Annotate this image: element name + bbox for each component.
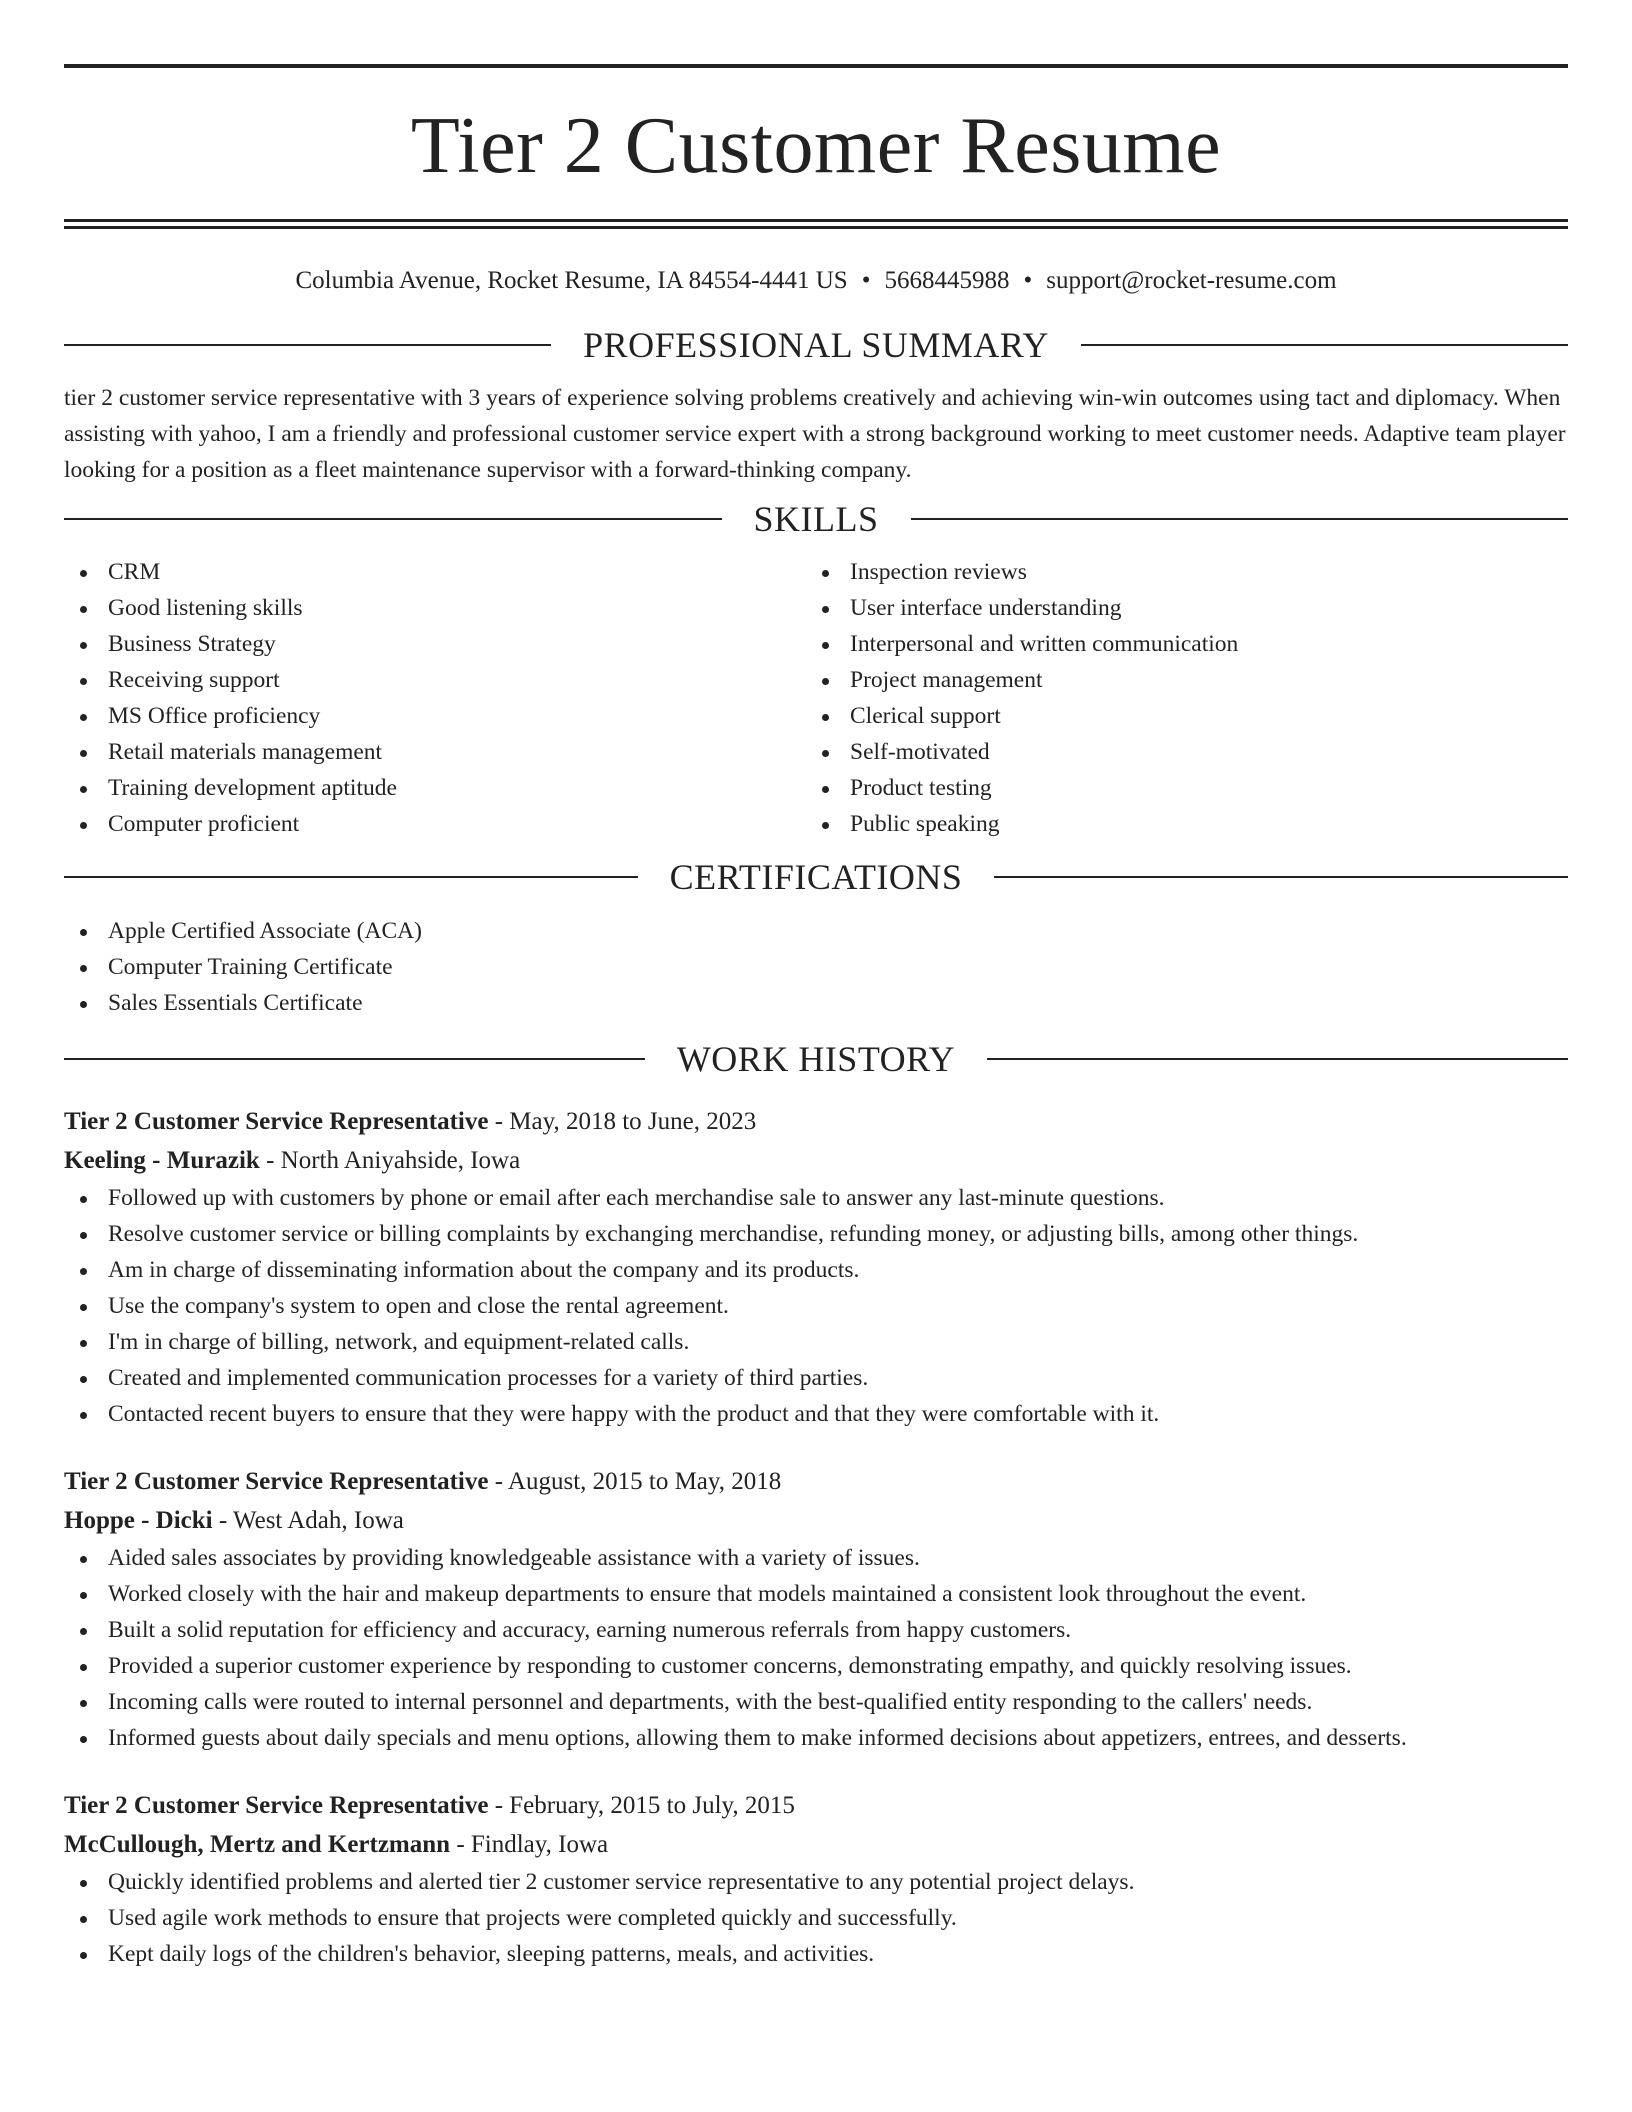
skill-item: Self-motivated xyxy=(806,734,1568,770)
dash: - xyxy=(488,1468,508,1495)
contact-address: Columbia Avenue, Rocket Resume, IA 84554-4441 US xyxy=(295,267,848,294)
skills-list-left xyxy=(64,554,806,842)
job-title: Tier 2 Customer Service Representative xyxy=(64,1792,489,1819)
certification-item: Sales Essentials Certificate xyxy=(64,985,1568,1021)
job-bullet: Provided a superior customer experience by responding to customer concerns, demonstrating empathy, and quickly resolving issues. xyxy=(64,1648,1568,1684)
job-entry xyxy=(64,1786,1568,1972)
heading-rule xyxy=(1081,344,1568,346)
heading-rule xyxy=(64,518,722,520)
job-bullets xyxy=(64,1540,1568,1756)
job-bullet: Resolve customer service or billing complaints by exchanging merchandise, refunding money, or adjusting bills, among other things. xyxy=(64,1216,1568,1252)
job-dates: February, 2015 to July, 2015 xyxy=(509,1792,795,1819)
job-company-line xyxy=(64,1141,1568,1180)
job-dates: May, 2018 to June, 2023 xyxy=(509,1108,757,1135)
contact-separator: • xyxy=(1023,267,1033,294)
job-bullet: Worked closely with the hair and makeup departments to ensure that models maintained a consistent look throughout the event. xyxy=(64,1576,1568,1612)
job-title: Tier 2 Customer Service Representative xyxy=(64,1108,489,1135)
job-title: Tier 2 Customer Service Representative xyxy=(64,1468,489,1495)
summary-heading xyxy=(64,325,1568,365)
skill-item: Project management xyxy=(806,662,1568,698)
dash: - xyxy=(488,1792,510,1819)
heading-rule xyxy=(64,1058,645,1060)
job-title-line xyxy=(64,1462,1568,1501)
summary-text: tier 2 customer service representative with 3 years of experience solving problems creatively and achieving win-win outcomes using tact and diplomacy. When assisting with yahoo, I am a friendly and professional customer service expert with a strong background working to meet customer needs. Adaptive team player looking for a position as a fleet maintenance supervisor with a forward-thinking company. xyxy=(64,385,1566,483)
heading-rule xyxy=(911,518,1569,520)
job-company: McCullough, Mertz and Kertzmann xyxy=(64,1831,451,1858)
skill-item: Receiving support xyxy=(64,662,806,698)
dash: - xyxy=(212,1507,233,1534)
job-bullets xyxy=(64,1180,1568,1432)
job-bullets xyxy=(64,1864,1568,1972)
job-title-line xyxy=(64,1102,1568,1141)
skills-heading xyxy=(64,499,1568,539)
certifications-heading-label: CERTIFICATIONS xyxy=(669,857,963,897)
job-bullet: Built a solid reputation for efficiency and accuracy, earning numerous referrals from happy customers. xyxy=(64,1612,1568,1648)
resume-title: Tier 2 Customer Resume xyxy=(410,102,1222,190)
skills-list-right xyxy=(806,554,1568,842)
skill-item: Retail materials management xyxy=(64,734,806,770)
skill-item: Public speaking xyxy=(806,806,1568,842)
skill-item: Inspection reviews xyxy=(806,554,1568,590)
job-dates: August, 2015 to May, 2018 xyxy=(507,1468,782,1495)
skill-item: Training development aptitude xyxy=(64,770,806,806)
job-location: West Adah, Iowa xyxy=(233,1507,404,1534)
contact-email: support@rocket-resume.com xyxy=(1046,267,1337,294)
contact-separator: • xyxy=(861,267,871,294)
dash: - xyxy=(259,1147,281,1174)
skill-item: Good listening skills xyxy=(64,590,806,626)
skill-item: Business Strategy xyxy=(64,626,806,662)
title-double-rule xyxy=(64,219,1568,229)
contact-phone: 5668445988 xyxy=(884,267,1010,294)
skills-heading-label: SKILLS xyxy=(753,499,879,539)
job-bullet: Am in charge of disseminating information about the company and its products. xyxy=(64,1252,1568,1288)
job-company-line xyxy=(64,1501,1568,1540)
job-company: Keeling - Murazik xyxy=(64,1147,260,1174)
dash: - xyxy=(488,1108,510,1135)
job-bullet: Informed guests about daily specials and menu options, allowing them to make informed decisions about appetizers, entrees, and desserts. xyxy=(64,1720,1568,1756)
job-bullet: Contacted recent buyers to ensure that they were happy with the product and that they were comfortable with it. xyxy=(64,1396,1568,1432)
work-history-heading xyxy=(64,1039,1568,1079)
top-rule xyxy=(64,64,1568,68)
contact-line xyxy=(64,266,1568,296)
certification-item: Computer Training Certificate xyxy=(64,949,1568,985)
dash: - xyxy=(450,1831,471,1858)
job-entry xyxy=(64,1102,1568,1432)
summary-heading-label: PROFESSIONAL SUMMARY xyxy=(583,325,1049,365)
job-company-line xyxy=(64,1825,1568,1864)
job-company: Hoppe - Dicki xyxy=(64,1507,213,1534)
heading-rule xyxy=(994,876,1568,878)
job-bullet: I'm in charge of billing, network, and equipment-related calls. xyxy=(64,1324,1568,1360)
resume-page xyxy=(64,64,1568,1972)
certifications-heading xyxy=(64,857,1568,897)
job-location: North Aniyahside, Iowa xyxy=(280,1147,521,1174)
job-bullet: Incoming calls were routed to internal personnel and departments, with the best-qualified entity responding to the callers' needs. xyxy=(64,1684,1568,1720)
work-history-heading-label: WORK HISTORY xyxy=(676,1039,956,1079)
job-bullet: Created and implemented communication processes for a variety of third parties. xyxy=(64,1360,1568,1396)
job-bullet: Followed up with customers by phone or email after each merchandise sale to answer any last-minute questions. xyxy=(64,1180,1568,1216)
skill-item: Clerical support xyxy=(806,698,1568,734)
certifications-list xyxy=(64,913,1568,1021)
job-bullet: Quickly identified problems and alerted tier 2 customer service representative to any potential project delays. xyxy=(64,1864,1568,1900)
heading-rule xyxy=(64,344,551,346)
skill-item: MS Office proficiency xyxy=(64,698,806,734)
certification-item: Apple Certified Associate (ACA) xyxy=(64,913,1568,949)
job-title-line xyxy=(64,1786,1568,1825)
job-bullet: Use the company's system to open and close the rental agreement. xyxy=(64,1288,1568,1324)
heading-rule xyxy=(987,1058,1568,1060)
job-bullet: Used agile work methods to ensure that projects were completed quickly and successfully. xyxy=(64,1900,1568,1936)
job-bullet: Kept daily logs of the children's behavior, sleeping patterns, meals, and activities. xyxy=(64,1936,1568,1972)
skill-item: CRM xyxy=(64,554,806,590)
heading-rule xyxy=(64,876,638,878)
job-location: Findlay, Iowa xyxy=(470,1831,609,1858)
job-entry xyxy=(64,1462,1568,1756)
job-bullet: Aided sales associates by providing knowledgeable assistance with a variety of issues. xyxy=(64,1540,1568,1576)
skills-columns xyxy=(64,554,1568,842)
skill-item: Product testing xyxy=(806,770,1568,806)
skill-item: Computer proficient xyxy=(64,806,806,842)
skill-item: User interface understanding xyxy=(806,590,1568,626)
skill-item: Interpersonal and written communication xyxy=(806,626,1568,662)
